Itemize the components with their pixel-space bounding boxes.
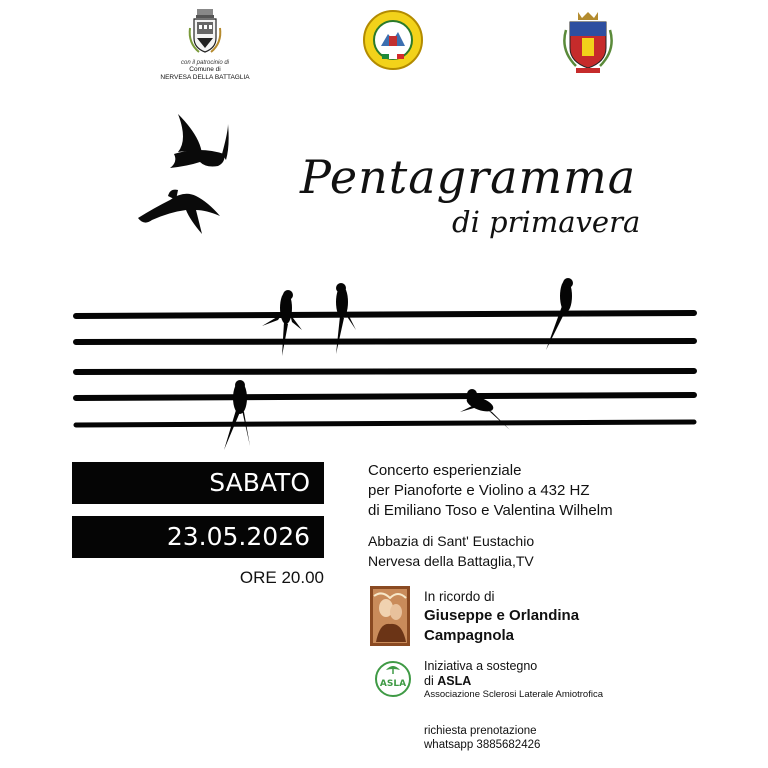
title-main: Pentagramma (300, 150, 637, 204)
support-intro: Iniziativa a sostegno (424, 659, 538, 673)
perched-swallow-icon (224, 380, 250, 450)
perched-swallow-icon (262, 290, 302, 356)
concert-line-2: per Pianoforte e Violino a 432 HZ (368, 482, 590, 499)
support-of-label: di (424, 674, 434, 688)
music-staff-illustration (0, 270, 768, 460)
support-org-short: ASLA (437, 674, 472, 688)
venue-info (368, 531, 668, 571)
nervesa-crest-icon (185, 8, 225, 58)
patronage-text: con il patrocinio di (180, 60, 230, 66)
staff-lines (76, 313, 694, 425)
comune-label: Comune di (189, 66, 221, 73)
memorial-text (424, 588, 579, 646)
comune-name: NERVESA DELLA BATTAGLIA (160, 74, 250, 81)
memorial-portrait-image (370, 586, 410, 646)
event-time: ORE 20.00 (239, 568, 324, 587)
concert-line-1: Concerto esperienziale (368, 462, 522, 479)
venue-line-1: Abbazia di Sant' Eustachio (368, 533, 535, 549)
support-org-full: Associazione Sclerosi Laterale Amiotrofica (424, 689, 604, 700)
event-day-box: SABATO (72, 462, 324, 504)
support-org-line (424, 674, 603, 689)
concert-description (368, 461, 668, 521)
nervesa-patronage-logo (160, 8, 250, 82)
booking-line-1: richiesta prenotazione (424, 725, 537, 737)
memorial-names-line-2: Campagnola (424, 627, 515, 644)
support-info (424, 659, 603, 701)
booking-whatsapp: whatsapp 3885682426 (424, 739, 541, 751)
coat-of-arms-icon (560, 10, 616, 74)
event-date-box: 23.05.2026 (72, 516, 324, 558)
booking-info (424, 724, 540, 752)
alpini-badge-icon (362, 8, 424, 72)
title-subtitle: di primavera (452, 205, 641, 239)
asla-logo-icon (374, 660, 412, 698)
flying-swallow-icon (170, 114, 229, 168)
asla-logo-text: ASLA (379, 679, 407, 689)
flying-swallows-illustration (130, 110, 240, 240)
memorial-intro: In ricordo di (424, 589, 495, 604)
concert-line-3: di Emiliano Toso e Valentina Wilhelm (368, 502, 613, 519)
giavera-crest (560, 10, 616, 74)
flying-swallow-icon (138, 190, 220, 234)
venue-line-2: Nervesa della Battaglia,TV (368, 553, 534, 569)
memorial-names-line-1: Giuseppe e Orlandina (424, 607, 580, 624)
